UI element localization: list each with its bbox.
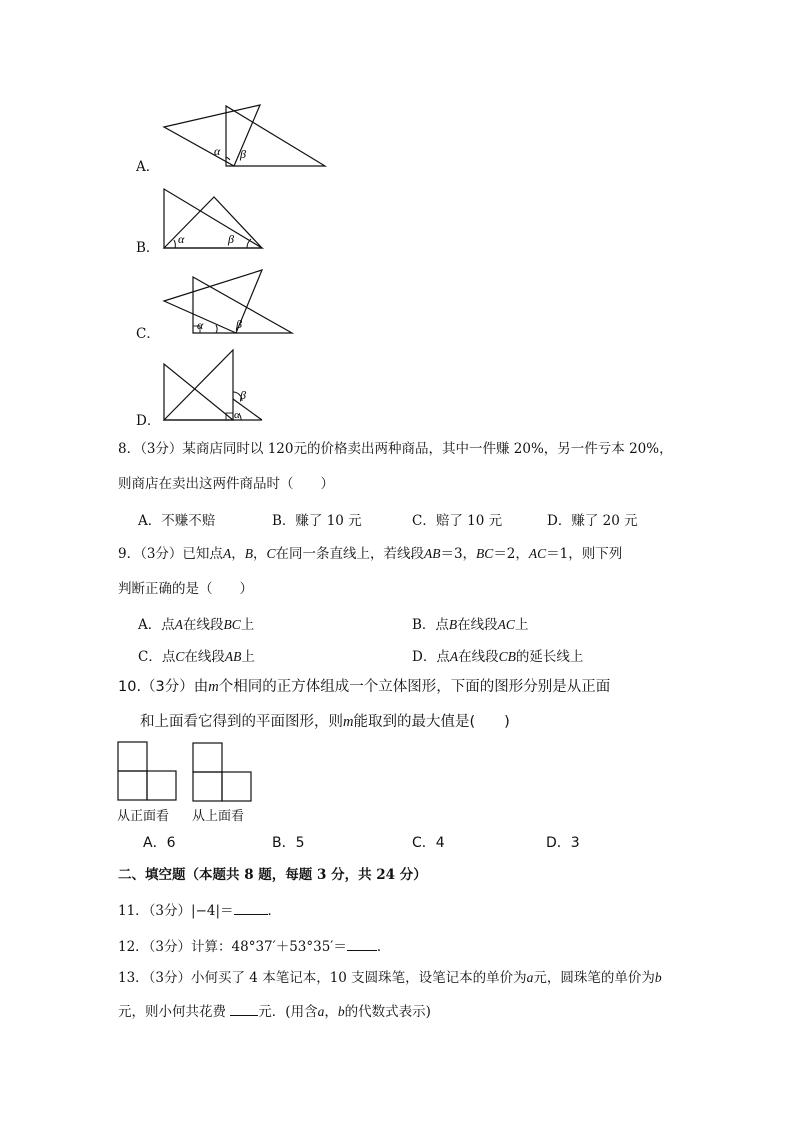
q8-stem-line1: 8．（3分）某商店同时以 120元的价格卖出两种商品，其中一件赚 20%，另一件亏本 20%，: [118, 441, 673, 457]
q13-stem-line1: 13．（3分）小何买了 4 本笔记本，10 支圆珠笔，设笔记本的单价为a元，圆珠笔的单价为b: [118, 970, 662, 986]
beta-label: β: [228, 232, 234, 246]
q12-stem: 12．（3分）计算：48°37′＋53°35′＝ ．: [118, 939, 391, 955]
q10-option-d: D．3: [546, 835, 580, 851]
q8-option-a: A．不赚不赔: [138, 513, 216, 529]
beta-label: β: [240, 147, 246, 161]
alpha-label: α: [234, 409, 240, 421]
answer-blank: [230, 1003, 258, 1016]
q9-option-b: B．点B在线段AC上: [412, 617, 529, 633]
option-b-label: B．: [136, 240, 160, 256]
option-a-label: A．: [136, 159, 160, 175]
q8-stem-line2: 则商店在卖出这两件商品时（ ）: [118, 476, 334, 492]
option-c-label: C．: [136, 326, 160, 342]
figure-option-b: [150, 185, 270, 253]
q10-stem-line2: 和上面看它得到的平面图形，则m能取到的最大值是( ): [140, 714, 510, 730]
beta-label: β: [240, 388, 246, 402]
q9-stem-line1: 9．（3分）已知点A，B，C在同一条直线上，若线段AB＝3，BC＝2，AC＝1，则下列: [118, 546, 623, 562]
alpha-label: α: [214, 144, 221, 158]
answer-blank: [347, 938, 377, 951]
section-heading: 二、填空题（本题共 8 题，每题 3 分，共 24 分）: [118, 867, 427, 883]
front-view-label: 从正面看: [117, 809, 170, 824]
q8-option-c: C．赔了 10 元: [412, 513, 503, 529]
q10-stem-line1: 10.（3分）由m个相同的正方体组成一个立体图形，下面的图形分别是从正面: [118, 679, 611, 695]
q9-option-d: D．点A在线段CB的延长线上: [412, 649, 584, 665]
q9-stem-line2: 判断正确的是（ ）: [118, 581, 253, 597]
alpha-label: α: [197, 318, 204, 332]
q9-option-a: A．点A在线段BC上: [138, 617, 255, 633]
top-view-figure: [192, 742, 254, 804]
top-view-label: 从上面看: [192, 809, 245, 824]
q10-option-c: C．4: [412, 835, 445, 851]
front-view-figure: [117, 741, 179, 803]
q10-option-b: B．5: [272, 835, 305, 851]
option-d-label: D．: [136, 413, 161, 429]
q9-option-c: C．点C在线段AB上: [138, 649, 255, 665]
beta-label: β: [236, 317, 242, 331]
answer-blank: [234, 902, 268, 915]
figure-option-c: [150, 265, 300, 339]
figure-option-d: [150, 345, 270, 425]
q13-stem-line2: 元，则小何共花费 元．(用含a，b的代数式表示): [118, 1004, 431, 1020]
alpha-label: α: [178, 232, 185, 246]
q8-option-d: D．赚了 20 元: [547, 513, 638, 529]
q11-stem: 11．（3分）|−4|＝ ．: [118, 903, 282, 919]
q10-option-a: A．6: [143, 835, 176, 851]
q8-option-b: B．赚了 10 元: [272, 513, 362, 529]
figure-option-a: [150, 100, 340, 172]
